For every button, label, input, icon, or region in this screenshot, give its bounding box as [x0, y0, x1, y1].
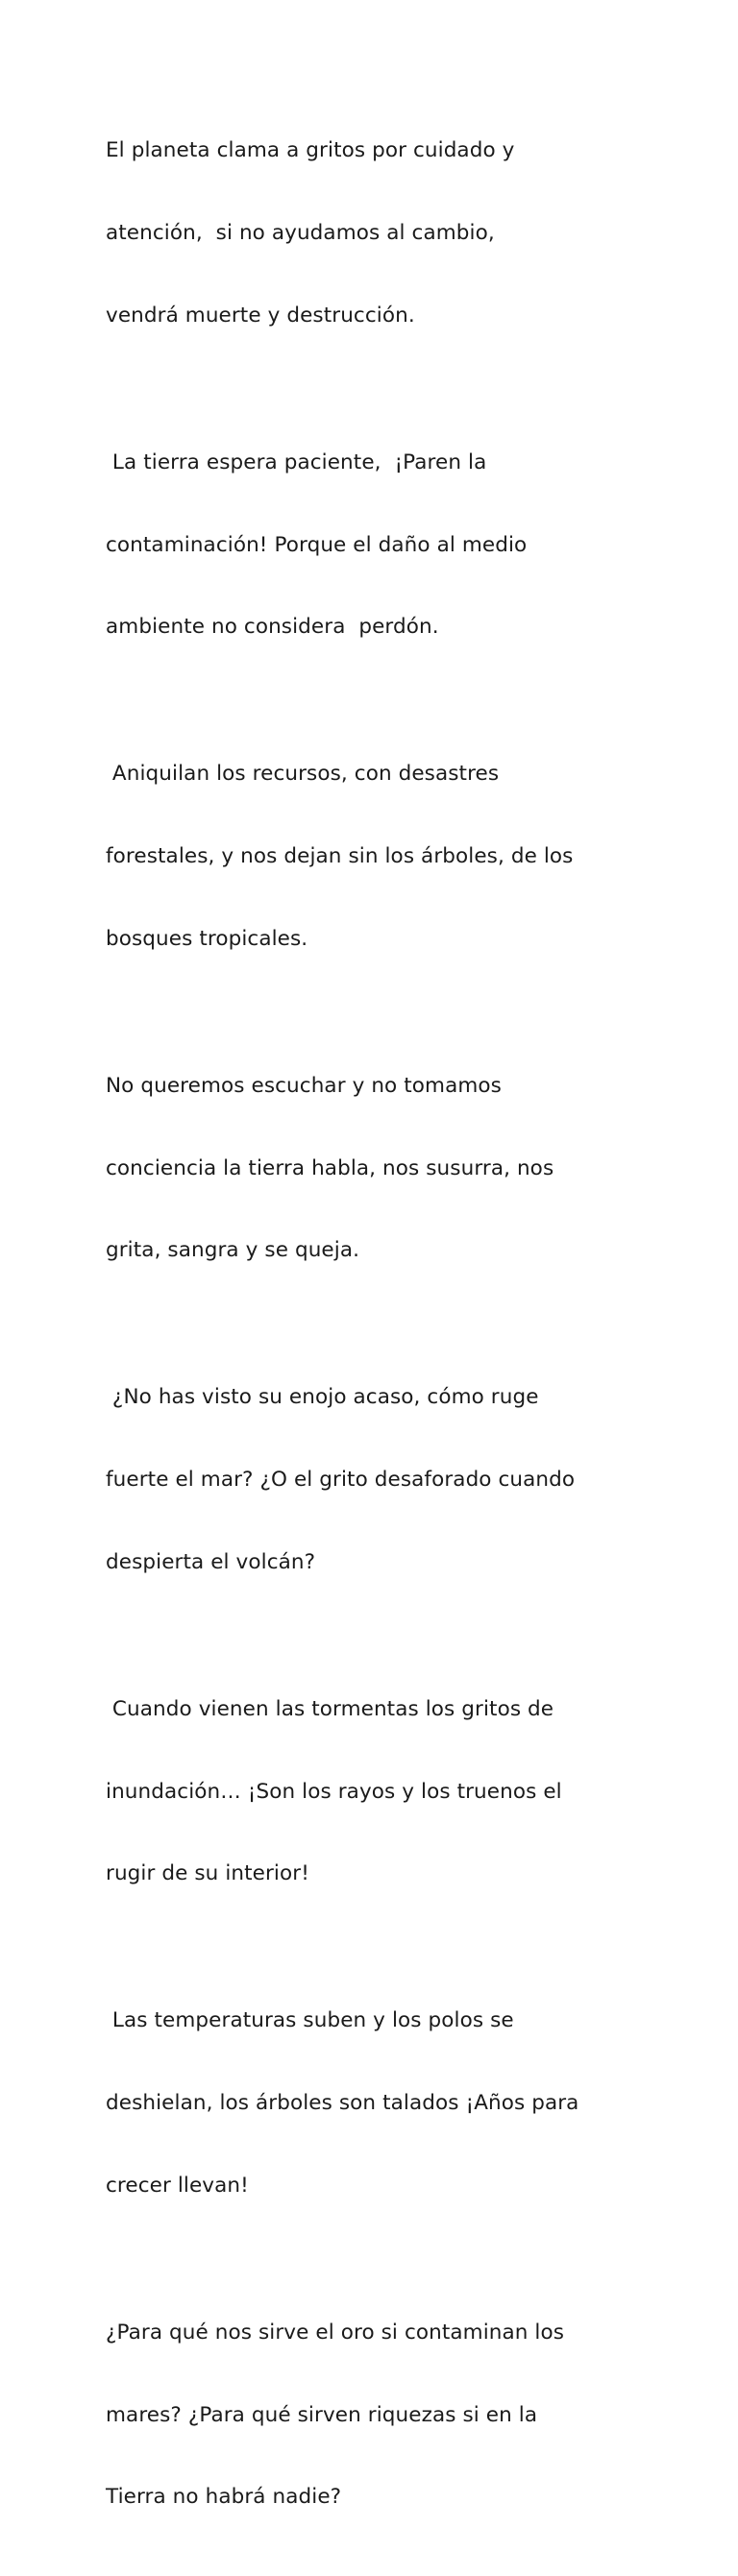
stanza-line: rugir de su interior! — [106, 1861, 309, 1886]
stanza-line: Aniquilan los recursos, con desastres — [106, 762, 500, 787]
stanza-line: despierta el volcán? — [106, 1549, 316, 1574]
stanza-line: El planeta clama a gritos por cuidado y — [106, 138, 515, 163]
stanza-line: ¿Para qué nos sirve el oro si contaminan los — [106, 2320, 565, 2345]
stanza-line: mares? ¿Para qué sirven riquezas si en la — [106, 2402, 538, 2427]
stanza-line: grita, sangra y se queja. — [106, 1238, 360, 1263]
stanza-line: ambiente no considera perdón. — [106, 615, 439, 640]
stanza-7 — [106, 1953, 644, 2255]
stanza-line: ¿No has visto su enojo acaso, cómo ruge — [106, 1385, 539, 1410]
stanza-line: Las temperaturas suben y los polos se — [106, 2008, 514, 2033]
stanza-line: contaminación! Porque el daño al medio — [106, 532, 528, 557]
stanza-line: fuerte el mar? ¿O el grito desaforado cuando — [106, 1468, 576, 1493]
stanza-3 — [106, 706, 644, 1009]
stanza-6 — [106, 1641, 644, 1944]
stanza-line: forestales, y nos dejan sin los árboles, de los — [106, 844, 574, 869]
stanza-line: Tierra no habrá nadie? — [106, 2485, 342, 2510]
stanza-line: crecer llevan! — [106, 2173, 249, 2198]
stanza-line: bosques tropicales. — [106, 926, 308, 951]
stanza-line: No queremos escuchar y no tomamos — [106, 1073, 502, 1098]
stanza-line: Cuando vienen las tormentas los gritos de — [106, 1696, 554, 1721]
stanza-5 — [106, 1329, 644, 1632]
stanza-line: La tierra espera paciente, ¡Paren la — [106, 450, 487, 474]
stanza-8 — [106, 2265, 644, 2567]
stanza-line: vendrá muerte y destrucción. — [106, 303, 415, 328]
stanza-line: conciencia la tierra habla, nos susurra, nos — [106, 1155, 554, 1180]
stanza-2 — [106, 395, 644, 697]
stanza-4 — [106, 1018, 644, 1321]
stanza-line: deshielan, los árboles son talados ¡Años para — [106, 2091, 579, 2116]
stanza-1 — [106, 83, 644, 385]
stanza-line: inundación… ¡Son los rayos y los truenos el — [106, 1779, 562, 1804]
poem-body — [106, 83, 644, 2576]
stanza-line: atención, si no ayudamos al cambio, — [106, 220, 495, 245]
